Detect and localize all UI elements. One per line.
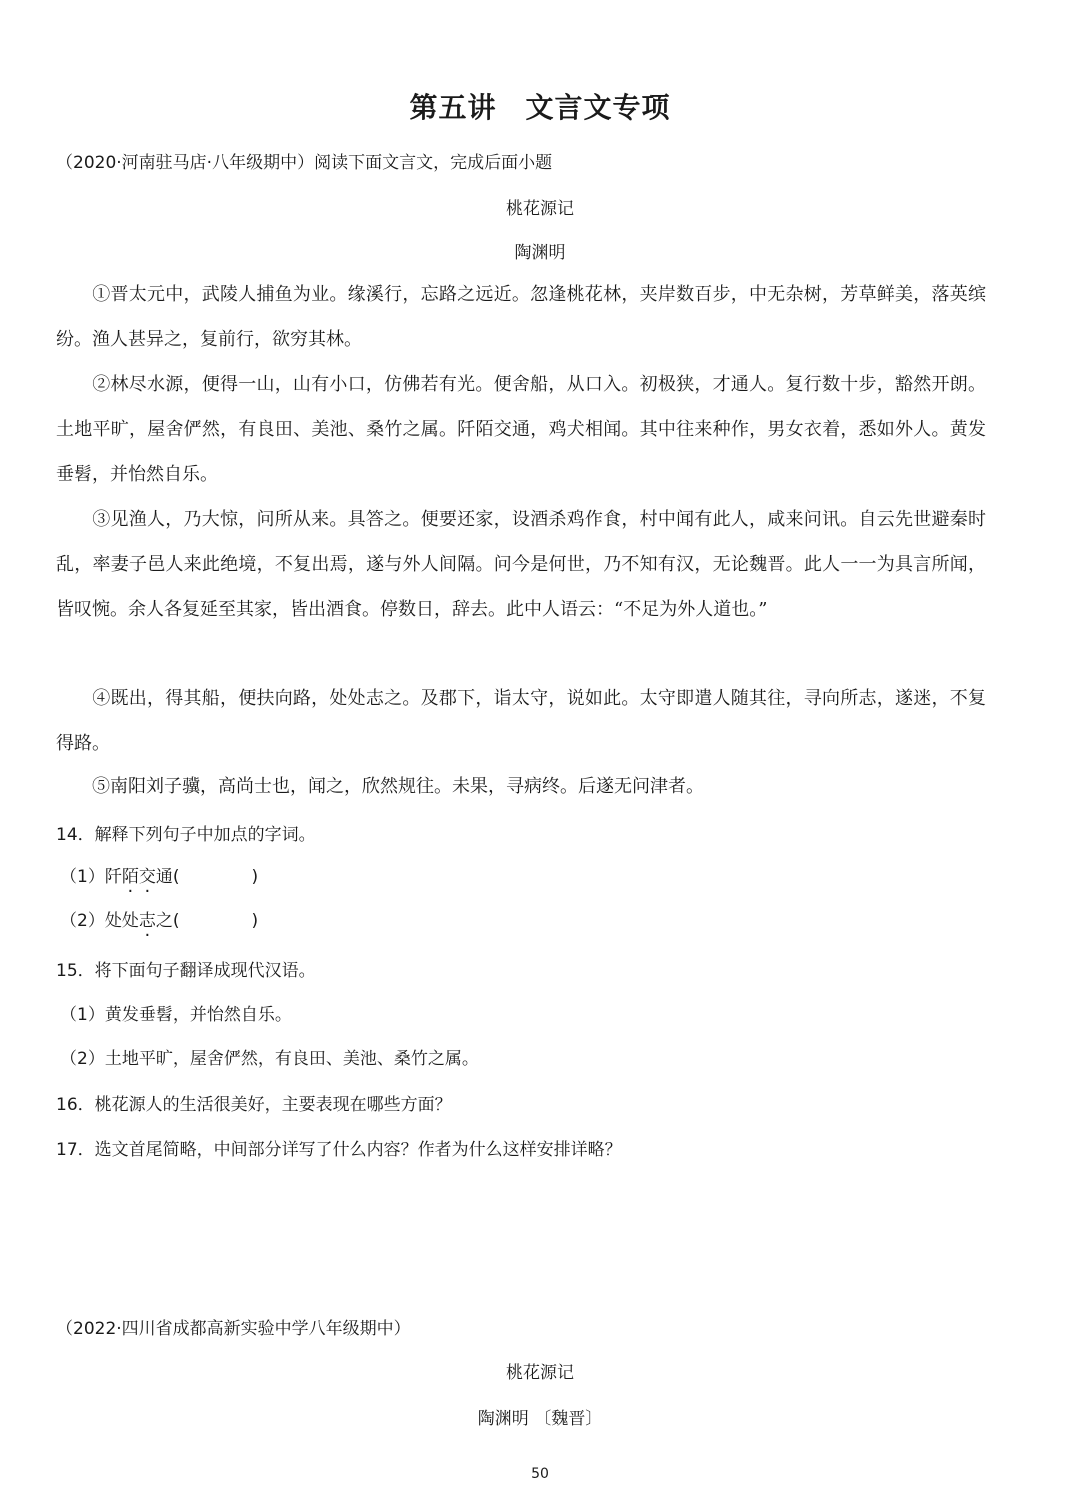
essay-author-2: 陶渊明 〔魏晋〕 <box>477 1409 603 1429</box>
question-16: 16．桃花源人的生活很美好，主要表现在哪些方面？ <box>56 1095 452 1115</box>
question-17: 17．选文首尾简略，中间部分详写了什么内容？作者为什么这样安排详略？ <box>56 1140 622 1160</box>
question-14-item-1: （1）阡陌交通( ) <box>60 867 259 887</box>
dotted-char: 陌 <box>121 867 139 887</box>
question-14-item-2: （2）处处志之( ) <box>60 911 259 931</box>
question-15-item-1: （1）黄发垂髫，并怡然自乐。 <box>60 1005 292 1025</box>
page-number: 50 <box>531 1466 549 1482</box>
exercise-source-2: （2022·四川省成都高新实验中学八年级期中） <box>56 1319 411 1339</box>
exercise-source: （2020·河南驻马店·八年级期中）阅读下面文言文，完成后面小题 <box>56 153 553 173</box>
essay-title: 桃花源记 <box>506 199 574 219</box>
paragraph-2: ②林尽水源，便得一山，山有小口，仿佛若有光。便舍船，从口入。初极狭，才通人。复行数十步，豁然开朗。土地平旷，屋舍俨然，有良田、美池、桑竹之属。阡陌交通，鸡犬相闻。其中往来种作，男女衣着，悉如外人。黄发垂髫，并怡然自乐。 <box>56 374 986 485</box>
essay-author: 陶渊明 <box>514 243 566 263</box>
question-15-item-2: （2）土地平旷，屋舍俨然，有良田、美池、桑竹之属。 <box>60 1049 479 1069</box>
question-15: 15．将下面句子翻译成现代汉语。 <box>56 961 316 981</box>
paragraph-1: ①晋太元中，武陵人捕鱼为业。缘溪行，忘路之远近。忽逢桃花林，夹岸数百步，中无杂树，芳草鲜美，落英缤纷。渔人甚异之，复前行，欲穷其林。 <box>56 284 986 350</box>
paragraph-3: ③见渔人，乃大惊，问所从来。具答之。便要还家，设酒杀鸡作食，村中闻有此人，咸来问讯。自云先世避秦时乱，率妻子邑人来此绝境，不复出焉，遂与外人间隔。问今是何世，乃不知有汉，无论魏晋。此人一一为具言所闻，皆叹惋。余人各复延至其家，皆出酒食。停数日，辞去。此中人语云：“不足为外人道也。” <box>56 509 986 620</box>
page-title: 第五讲 文言文专项 <box>409 91 671 124</box>
paragraph-4: ④既出，得其船，便扶向路，处处志之。及郡下，诣太守，说如此。太守即遣人随其往，寻向所志，遂迷，不复得路。 <box>56 688 986 754</box>
dotted-char: 志 <box>138 911 156 931</box>
question-14: 14．解释下列句子中加点的字词。 <box>56 825 316 845</box>
dotted-char: 交 <box>138 867 156 887</box>
paragraph-5: ⑤南阳刘子骥，高尚士也，闻之，欣然规往。未果，寻病终。后遂无问津者。 <box>92 776 704 797</box>
essay-title-2: 桃花源记 <box>506 1363 574 1383</box>
